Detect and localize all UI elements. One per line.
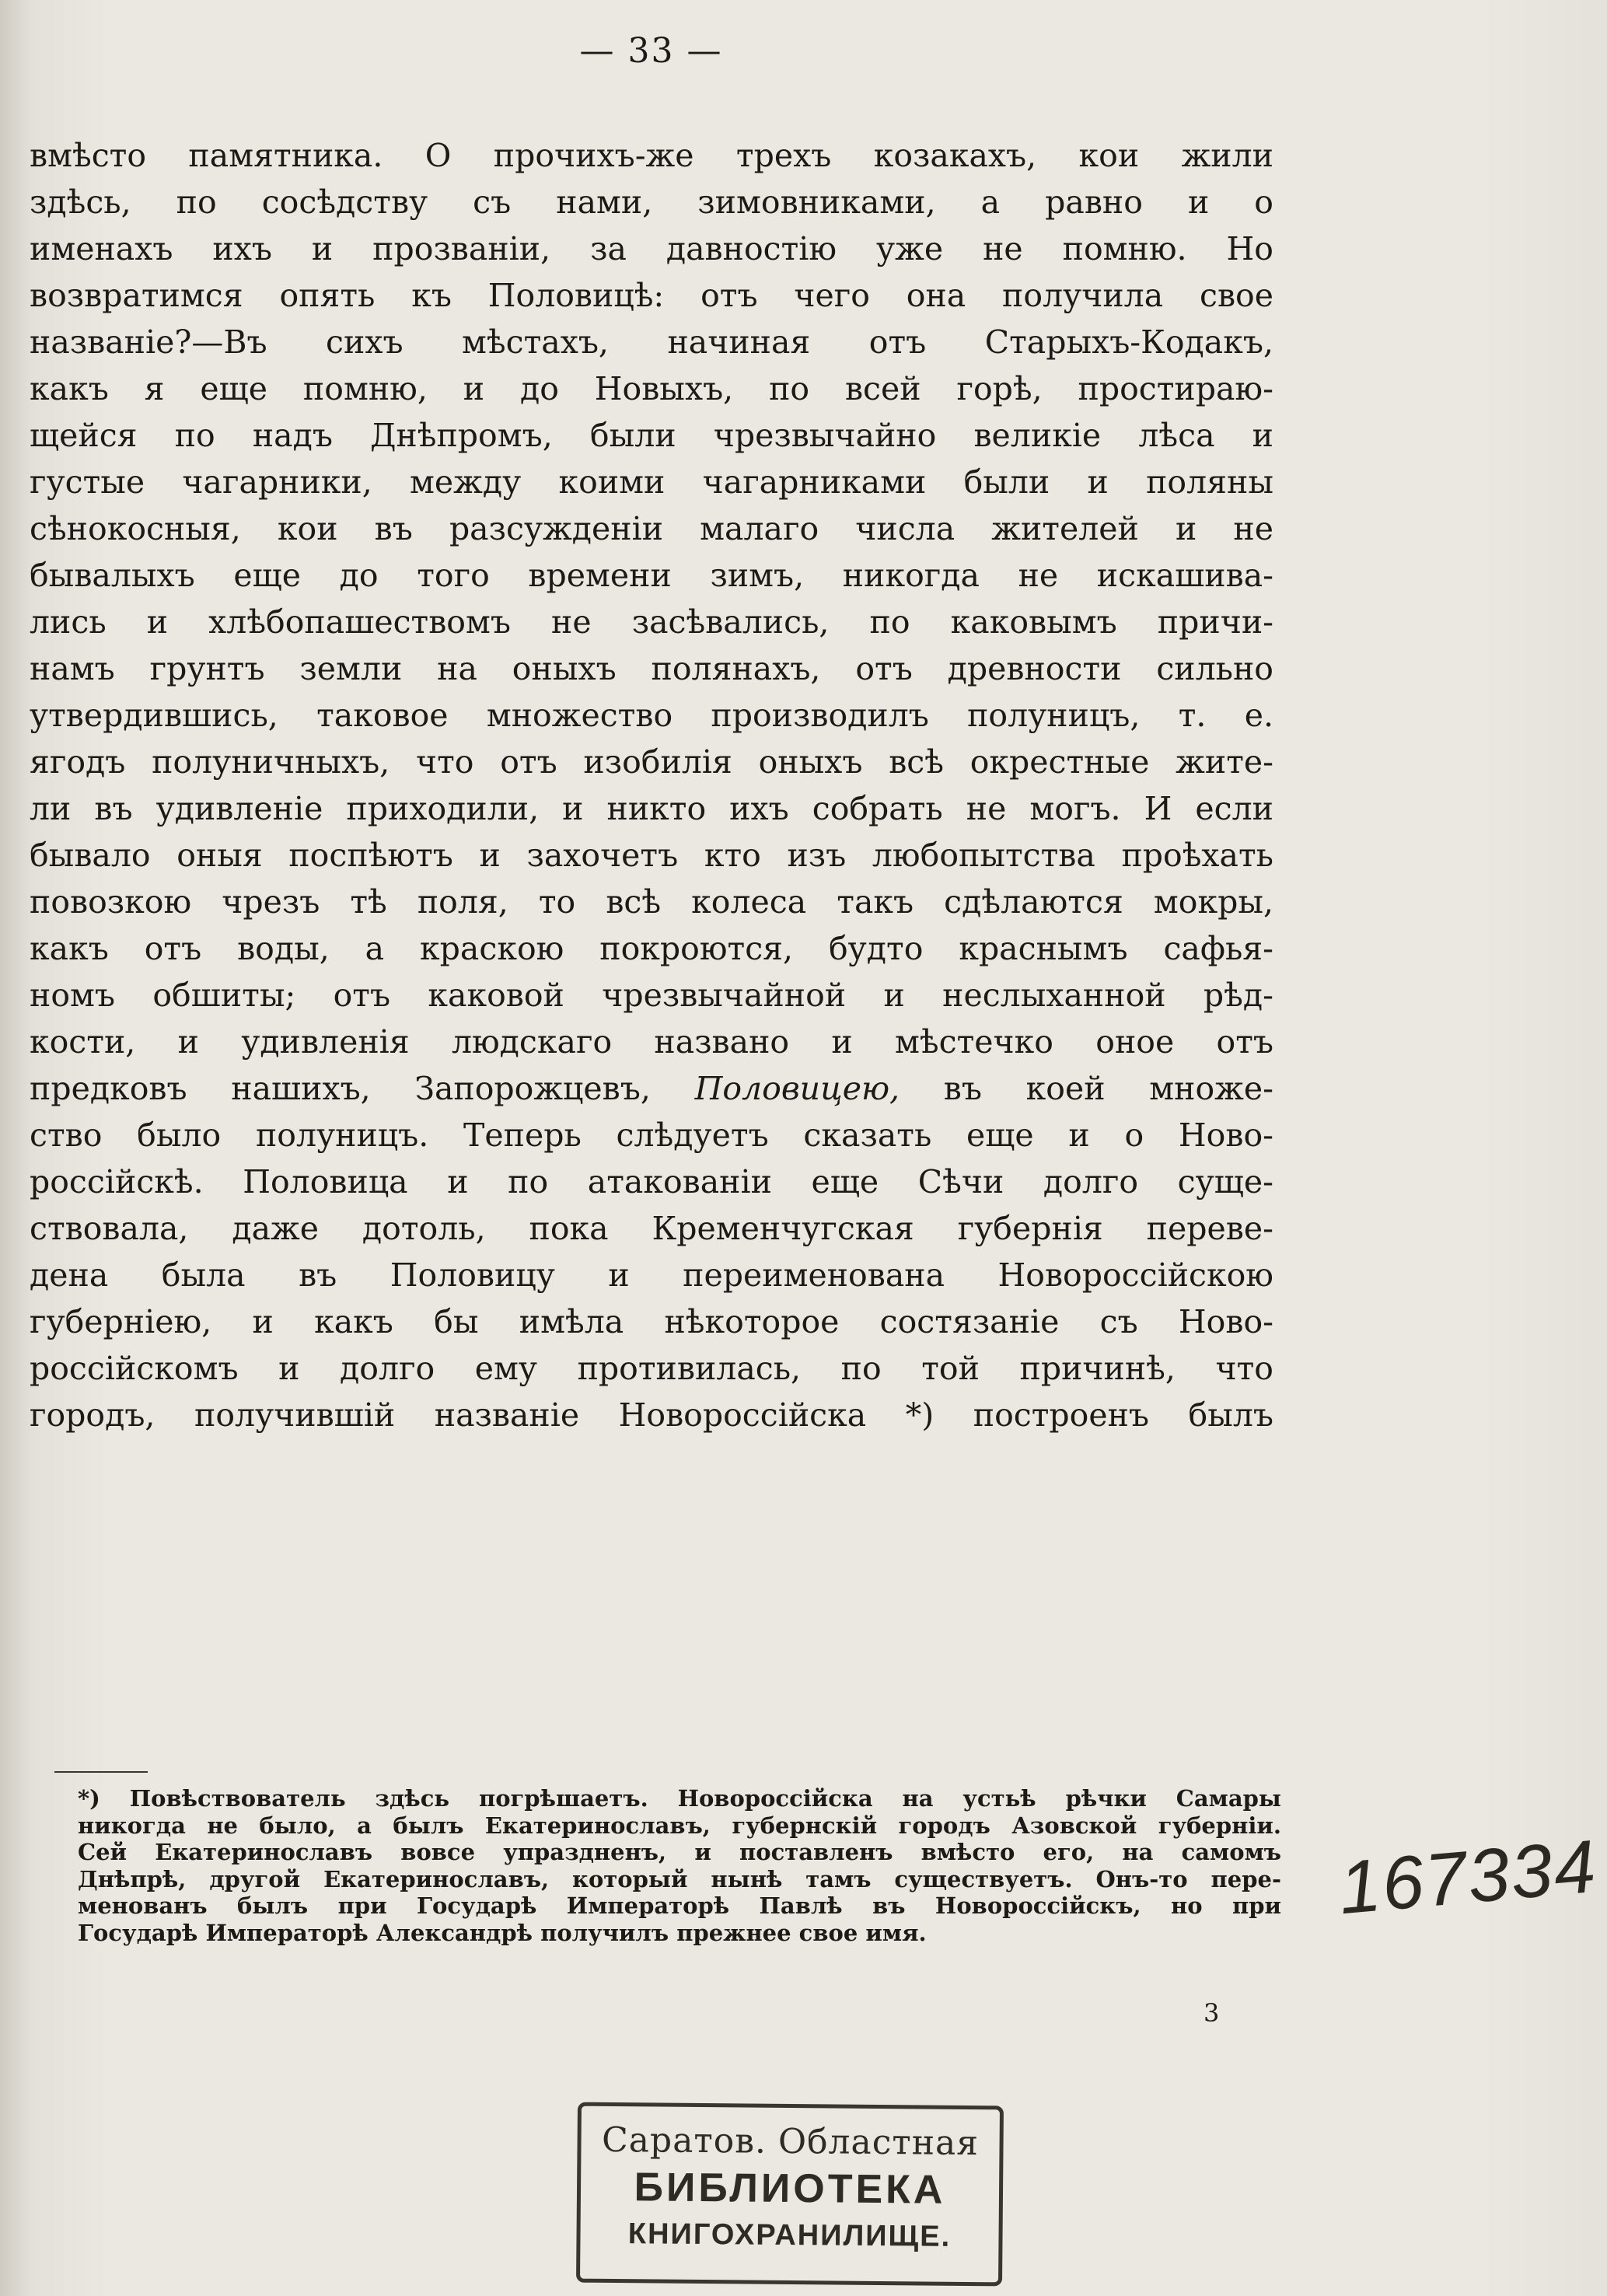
library-stamp [576, 2102, 1004, 2287]
sheet-signature-mark: 3 [1204, 1998, 1220, 2028]
text-line: россійскѣ. Половица и по атакованіи еще Сѣчи долго суще- [30, 1163, 1273, 1200]
text-line: названіе?—Въ сихъ мѣстахъ, начиная отъ Старыхъ-Кодакъ, [30, 323, 1273, 361]
text-line: ство было полуницъ. Теперь слѣдуетъ сказать еще и о Ново- [30, 1117, 1273, 1154]
text-line: ли въ удивленіе приходили, и никто ихъ собрать не могъ. И если [30, 790, 1273, 827]
stamp-line: БИБЛИОТЕКА [634, 2165, 946, 2213]
text-line: бывалыхъ еще до того времени зимъ, никогда не искашива- [30, 557, 1273, 594]
body-text [30, 132, 1273, 1438]
text-line: ягодъ полуничныхъ, что отъ изобилія оныхъ всѣ окрестные жите- [30, 743, 1273, 781]
text-line: вмѣсто памятника. О прочихъ-же трехъ козакахъ, кои жили [30, 137, 1273, 174]
page-number: — 33 — [579, 31, 723, 71]
footnote-line: Днѣпрѣ, другой Екатеринославъ, который нынѣ тамъ существуетъ. Онъ-то пере- [78, 1865, 1281, 1892]
text-line: кости, и удивленія людскаго названо и мѣстечко оное отъ [30, 1023, 1273, 1061]
text-line-with-italic [30, 1065, 1273, 1112]
text-line: сѣнокосныя, кои въ разсужденіи малаго числа жителей и не [30, 510, 1273, 547]
handwritten-inventory-number: 167334 [1335, 1824, 1601, 1931]
text-segment: въ коей множе- [943, 1070, 1273, 1107]
text-line: утвердившись, таковое множество производилъ полуницъ, т. е. [30, 697, 1273, 734]
text-line: лись и хлѣбопашествомъ не засѣвались, по каковымъ причи- [30, 603, 1273, 641]
text-line: повозкою чрезъ тѣ поля, то всѣ колеса такъ сдѣлаются мокры, [30, 883, 1273, 921]
text-line: дена была въ Половицу и переименована Новороссійскою [30, 1256, 1273, 1294]
footnote-line: *) Повѣствователь здѣсь погрѣшаетъ. Новороссійска на устьѣ рѣчки Самары [78, 1785, 1281, 1812]
text-line: какъ отъ воды, а краскою покроются, будто краснымъ сафья- [30, 930, 1273, 967]
footnote-line: никогда не было, а былъ Екатеринославъ, губернскій городъ Азовской губерніи. [78, 1812, 1281, 1839]
text-line: возвратимся опять къ Половицѣ: отъ чего она получила свое [30, 277, 1273, 314]
text-line: густые чагарники, между коими чагарниками были и поляны [30, 463, 1273, 501]
text-line: номъ обшиты; отъ каковой чрезвычайной и неслыханной рѣд- [30, 977, 1273, 1014]
text-line: россійскомъ и долго ему противилась, по той причинѣ, что [30, 1350, 1273, 1387]
italic-word: Половицею, [694, 1070, 900, 1107]
text-segment: предковъ нашихъ, Запорожцевъ, [30, 1070, 651, 1107]
text-line: ствовала, даже дотоль, пока Кременчугская губернія переве- [30, 1210, 1273, 1247]
footnote-line: менованъ былъ при Государѣ Императорѣ Павлѣ въ Новороссійскъ, но при [78, 1892, 1281, 1919]
text-line: какъ я еще помню, и до Новыхъ, по всей горѣ, простираю- [30, 370, 1273, 407]
text-line: здѣсь, по сосѣдству съ нами, зимовниками, а равно и о [30, 183, 1273, 221]
footnote [78, 1785, 1281, 1946]
footnote-line: Сей Екатеринославъ вовсе упраздненъ, и поставленъ вмѣсто его, на самомъ [78, 1839, 1281, 1865]
footnote-line: Государѣ Императорѣ Александрѣ получилъ прежнее свое имя. [78, 1919, 927, 1946]
text-line: намъ грунтъ земли на оныхъ полянахъ, отъ древности сильно [30, 650, 1273, 687]
text-line: бывало оныя поспѣютъ и захочетъ кто изъ любопытства проѣхать [30, 837, 1273, 874]
text-line: городъ, получившій названіе Новороссійска *) построенъ былъ [30, 1396, 1273, 1434]
footnote-rule [54, 1771, 148, 1773]
stamp-line: КНИГОХРАНИЛИЩЕ. [627, 2217, 952, 2253]
text-line: именахъ ихъ и прозваніи, за давностію уже не помню. Но [30, 230, 1273, 267]
text-line: щейся по надъ Днѣпромъ, были чрезвычайно великіе лѣса и [30, 417, 1273, 454]
text-line: губерніею, и какъ бы имѣла нѣкоторое состязаніе съ Ново- [30, 1303, 1273, 1340]
stamp-line: Саратов. Областная [601, 2120, 980, 2164]
